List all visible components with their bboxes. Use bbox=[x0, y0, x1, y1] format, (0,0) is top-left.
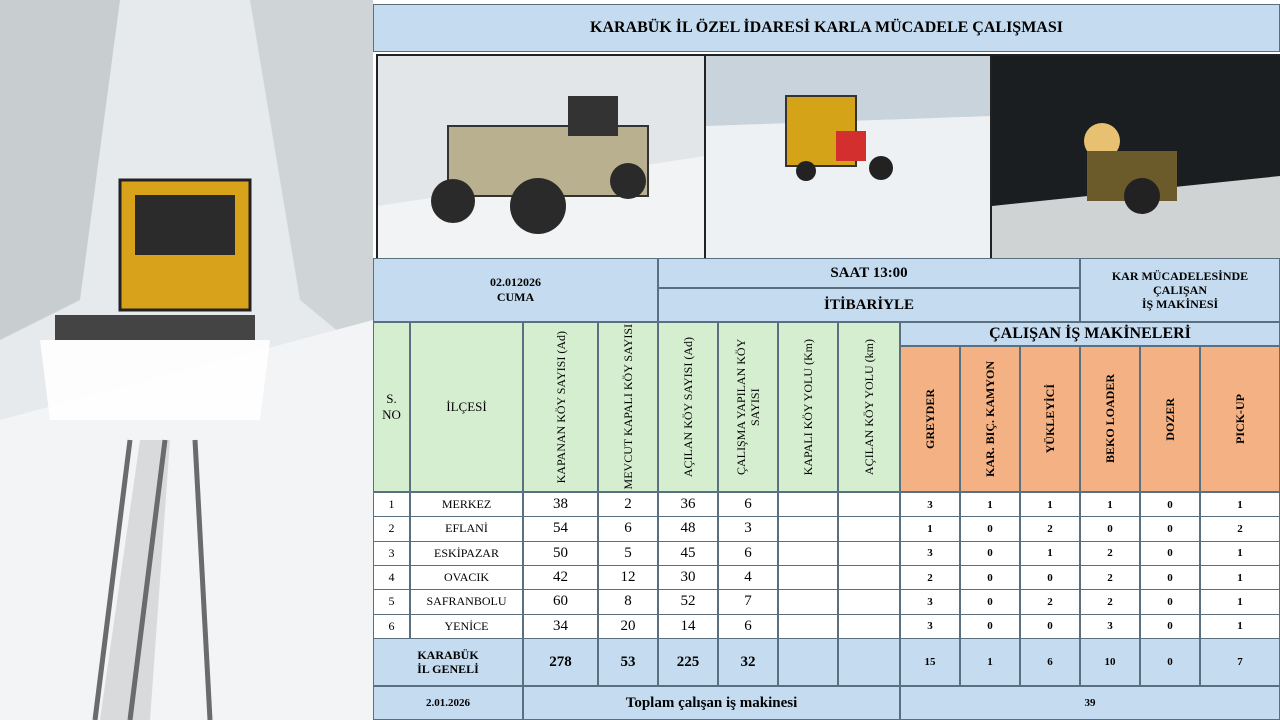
table-cell-closed: 50 bbox=[523, 541, 598, 566]
total-opened: 225 bbox=[658, 638, 718, 686]
table-cell-worked: 6 bbox=[718, 541, 778, 566]
table-cell-closed: 34 bbox=[523, 614, 598, 639]
table-cell-b: 0 bbox=[1080, 516, 1140, 541]
col-still-closed: MEVCUT KAPALI KÖY SAYISI bbox=[598, 322, 658, 492]
total-still-closed: 53 bbox=[598, 638, 658, 686]
table-cell-p: 1 bbox=[1200, 541, 1280, 566]
table-cell-no: 4 bbox=[373, 565, 410, 590]
col-closed: KAPANAN KÖY SAYISI (Ad) bbox=[523, 322, 598, 492]
table-cell-p: 1 bbox=[1200, 492, 1280, 517]
machines-summary-title: KAR MÜCADELESİNDE ÇALIŞAN İŞ MAKİNESİ bbox=[1080, 258, 1280, 322]
table-cell-empty bbox=[838, 565, 900, 590]
col-loader: YÜKLEYİCİ bbox=[1020, 346, 1080, 492]
total-closed: 278 bbox=[523, 638, 598, 686]
col-closed-road: KAPALI KÖY YOLU (Km) bbox=[778, 322, 838, 492]
table-cell-no: 5 bbox=[373, 589, 410, 614]
col-opened-road: AÇILAN KÖY YOLU (km) bbox=[838, 322, 900, 492]
col-worked: ÇALIŞMA YAPILAN KÖY SAYISI bbox=[718, 322, 778, 492]
col-beko: BEKO LOADER bbox=[1080, 346, 1140, 492]
grader-photo-2 bbox=[704, 54, 993, 264]
table-cell-k: 0 bbox=[960, 541, 1020, 566]
table-cell-no: 2 bbox=[373, 516, 410, 541]
table-cell-opened: 36 bbox=[658, 492, 718, 517]
table-cell-k: 1 bbox=[960, 492, 1020, 517]
table-cell-still: 12 bbox=[598, 565, 658, 590]
report-day: CUMA bbox=[496, 290, 535, 304]
table-cell-opened: 48 bbox=[658, 516, 718, 541]
table-cell-y: 2 bbox=[1020, 516, 1080, 541]
table-cell-g: 3 bbox=[900, 541, 960, 566]
table-cell-d: 0 bbox=[1140, 614, 1200, 639]
table-cell-g: 3 bbox=[900, 614, 960, 639]
col-opened: AÇILAN KÖY SAYISI (Ad) bbox=[658, 322, 718, 492]
report-date-cell bbox=[373, 258, 658, 322]
table-cell-still: 2 bbox=[598, 492, 658, 517]
table-cell-d: 0 bbox=[1140, 492, 1200, 517]
night-grader-photo bbox=[990, 54, 1280, 260]
table-cell-empty bbox=[778, 492, 838, 517]
table-cell-worked: 6 bbox=[718, 492, 778, 517]
table-cell-empty bbox=[838, 541, 900, 566]
table-cell-g: 2 bbox=[900, 565, 960, 590]
table-cell-empty bbox=[838, 516, 900, 541]
table-cell-worked: 6 bbox=[718, 614, 778, 639]
table-cell-p: 1 bbox=[1200, 614, 1280, 639]
table-cell-district: ESKİPAZAR bbox=[410, 541, 523, 566]
total-opened-road bbox=[838, 638, 900, 686]
total-loader: 6 bbox=[1020, 638, 1080, 686]
total-pickup: 7 bbox=[1200, 638, 1280, 686]
col-truck: KAR. BIÇ. KAMYON bbox=[960, 346, 1020, 492]
table-cell-no: 6 bbox=[373, 614, 410, 639]
col-district: İLÇESİ bbox=[410, 322, 523, 492]
grader-photo-1 bbox=[376, 54, 707, 260]
table-cell-worked: 7 bbox=[718, 589, 778, 614]
table-cell-district: MERKEZ bbox=[410, 492, 523, 517]
table-cell-g: 3 bbox=[900, 492, 960, 517]
total-worked: 32 bbox=[718, 638, 778, 686]
table-cell-empty bbox=[778, 516, 838, 541]
table-cell-k: 0 bbox=[960, 614, 1020, 639]
table-cell-empty bbox=[778, 614, 838, 639]
table-cell-k: 0 bbox=[960, 516, 1020, 541]
machines-group-header: ÇALIŞAN İŞ MAKİNELERİ bbox=[900, 322, 1280, 346]
table-cell-empty bbox=[778, 565, 838, 590]
snowplow-illustration bbox=[0, 0, 373, 720]
table-cell-no: 3 bbox=[373, 541, 410, 566]
table-cell-d: 0 bbox=[1140, 541, 1200, 566]
report-panel bbox=[373, 0, 1280, 720]
table-cell-b: 2 bbox=[1080, 565, 1140, 590]
table-cell-d: 0 bbox=[1140, 565, 1200, 590]
table-cell-d: 0 bbox=[1140, 516, 1200, 541]
table-cell-still: 8 bbox=[598, 589, 658, 614]
total-beko: 10 bbox=[1080, 638, 1140, 686]
footer-date: 2.01.2026 bbox=[373, 686, 523, 720]
table-cell-district: SAFRANBOLU bbox=[410, 589, 523, 614]
table-cell-y: 1 bbox=[1020, 492, 1080, 517]
table-cell-p: 1 bbox=[1200, 589, 1280, 614]
table-cell-b: 3 bbox=[1080, 614, 1140, 639]
table-cell-opened: 14 bbox=[658, 614, 718, 639]
table-cell-b: 2 bbox=[1080, 589, 1140, 614]
table-cell-g: 1 bbox=[900, 516, 960, 541]
table-cell-district: EFLANİ bbox=[410, 516, 523, 541]
report-since: İTİBARİYLE bbox=[658, 288, 1080, 322]
footer-total: 39 bbox=[900, 686, 1280, 720]
report-title: KARABÜK İL ÖZEL İDARESİ KARLA MÜCADELE ÇALIŞMASI bbox=[373, 4, 1280, 52]
col-sno: S. NO bbox=[373, 322, 410, 492]
table-cell-opened: 45 bbox=[658, 541, 718, 566]
snowplow-photo bbox=[0, 0, 373, 720]
report-date: 02.012026 bbox=[490, 275, 541, 289]
table-cell-empty bbox=[838, 614, 900, 639]
table-cell-y: 1 bbox=[1020, 541, 1080, 566]
table-cell-empty bbox=[778, 541, 838, 566]
total-grader: 15 bbox=[900, 638, 960, 686]
table-cell-empty bbox=[838, 492, 900, 517]
table-cell-opened: 30 bbox=[658, 565, 718, 590]
table-cell-b: 2 bbox=[1080, 541, 1140, 566]
table-cell-k: 0 bbox=[960, 565, 1020, 590]
table-cell-closed: 60 bbox=[523, 589, 598, 614]
table-cell-worked: 4 bbox=[718, 565, 778, 590]
table-cell-opened: 52 bbox=[658, 589, 718, 614]
table-cell-y: 0 bbox=[1020, 565, 1080, 590]
col-dozer: DOZER bbox=[1140, 346, 1200, 492]
total-label: KARABÜK İL GENELİ bbox=[373, 638, 523, 686]
table-cell-g: 3 bbox=[900, 589, 960, 614]
col-pickup: PICK-UP bbox=[1200, 346, 1280, 492]
report-time: SAAT 13:00 bbox=[658, 258, 1080, 288]
table-cell-p: 2 bbox=[1200, 516, 1280, 541]
table-cell-closed: 42 bbox=[523, 565, 598, 590]
table-cell-worked: 3 bbox=[718, 516, 778, 541]
table-cell-d: 0 bbox=[1140, 589, 1200, 614]
table-cell-y: 0 bbox=[1020, 614, 1080, 639]
table-cell-closed: 38 bbox=[523, 492, 598, 517]
col-grader: GREYDER bbox=[900, 346, 960, 492]
table-cell-empty bbox=[778, 589, 838, 614]
table-cell-p: 1 bbox=[1200, 565, 1280, 590]
total-closed-road bbox=[778, 638, 838, 686]
footer-label: Toplam çalışan iş makinesi bbox=[523, 686, 900, 720]
table-cell-closed: 54 bbox=[523, 516, 598, 541]
table-cell-k: 0 bbox=[960, 589, 1020, 614]
table-cell-still: 6 bbox=[598, 516, 658, 541]
table-cell-y: 2 bbox=[1020, 589, 1080, 614]
table-cell-no: 1 bbox=[373, 492, 410, 517]
table-cell-district: YENİCE bbox=[410, 614, 523, 639]
table-cell-b: 1 bbox=[1080, 492, 1140, 517]
table-cell-district: OVACIK bbox=[410, 565, 523, 590]
table-cell-still: 20 bbox=[598, 614, 658, 639]
total-truck: 1 bbox=[960, 638, 1020, 686]
table-cell-empty bbox=[838, 589, 900, 614]
total-dozer: 0 bbox=[1140, 638, 1200, 686]
table-cell-still: 5 bbox=[598, 541, 658, 566]
